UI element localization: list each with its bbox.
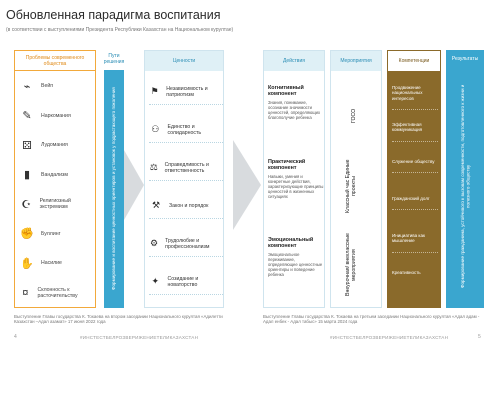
measure-item: Внеурочная/ внеклассные мероприятия <box>345 233 357 297</box>
value-item <box>149 117 223 143</box>
flag-icon: ⚑ <box>150 86 159 96</box>
problems-heading: Проблемы современного общества <box>15 51 95 71</box>
chevron-arrow-1 <box>124 150 144 220</box>
cognitive-component <box>268 85 324 120</box>
bullying-icon: ✊ <box>20 228 34 240</box>
problem-item <box>19 282 95 304</box>
page-number-left: 4 <box>14 334 17 340</box>
component-text: Знания, понимание, осознание значимости ценностей, определяющих благополучие ребенка <box>268 100 321 121</box>
problem-label: Склонность к расточительству <box>37 286 78 299</box>
page-title: Обновленная парадигма воспитания <box>6 8 221 22</box>
values-heading: Ценности <box>145 51 223 71</box>
values-panel <box>144 50 224 308</box>
chevron-arrow-2 <box>233 140 261 230</box>
wasteful-icon: ¤ <box>22 286 29 299</box>
ways-band-text: Формирование и воспитание ценностных ориентиров и установок у подрастающего поколения <box>111 87 117 291</box>
measures-panel <box>330 50 382 308</box>
problem-item <box>19 75 95 97</box>
measure-item: ГОСО <box>351 108 357 124</box>
value-item <box>149 79 223 105</box>
footer-note-right: Выступление Главы государства К. Токаева на третьем заседании Национального курултая «Адал адам - Адал енбек - Адал табыс» 15 марта 2024 года <box>263 314 480 325</box>
value-label: Трудолюбие и профессионализм <box>165 237 210 250</box>
problem-item <box>19 134 95 156</box>
value-item <box>149 231 223 257</box>
results-heading: Результаты <box>451 56 479 62</box>
component-text: Навыки, умения и конкретные действия, характеризующие принципы ценностей в жизненных ситуациях <box>268 174 324 200</box>
violence-icon: ✋ <box>20 257 34 270</box>
problem-label: Вандализм <box>41 171 68 178</box>
measures-heading: Мероприятия <box>331 51 381 71</box>
ways-heading: Пути решения <box>103 53 125 65</box>
results-band-text: Формирование гражданина, устойчивого к вызовам современности, подготовленного к жизни и полезного обществу <box>459 84 470 288</box>
competency-item: Служение обществу <box>392 159 438 173</box>
problem-label: Вейп <box>41 83 54 89</box>
dice-icon: ⚄ <box>22 139 32 152</box>
problem-label: Религиозный экстремизм <box>39 198 71 210</box>
footer-note-left: Выступление Главы государства К. Токаева на втором заседании Национального курултая «Адилетти Казахстан –Адал азамат» 17 июня 2022 года <box>14 314 223 325</box>
competency-item: Продвижение национальных интересов <box>392 85 438 110</box>
syringe-icon: ✎ <box>22 110 32 122</box>
page-subtitle: (в соответствии с выступлениями Президента Республики Казахстан на Национальном курултае) <box>6 27 234 33</box>
problem-item <box>19 252 95 274</box>
problem-label: Буллинг <box>41 230 61 237</box>
problem-item <box>19 193 95 215</box>
competency-item: Гражданский долг <box>392 196 438 210</box>
spray-icon: ▮ <box>23 169 31 181</box>
footer-site-left: #ИНСТЕСТБЕЛРОЗВЕРИЖЕНИЕТЕЛИКАЗАХСТАН <box>80 335 199 340</box>
measure-item: Классный час Единые проекты <box>345 159 357 213</box>
competencies-panel <box>387 50 441 308</box>
value-label: Справедливость и ответственность <box>164 161 209 174</box>
gavel-icon: ⚒ <box>151 200 161 210</box>
problem-label: Насилие <box>41 260 62 266</box>
problem-item <box>19 105 95 127</box>
value-label: Закон и порядок <box>169 202 209 209</box>
actions-panel <box>263 50 325 308</box>
value-label: Независимость и патриотизм <box>166 85 208 98</box>
page-number-right: 5 <box>478 334 481 340</box>
people-icon: ⚇ <box>151 124 160 134</box>
results-panel <box>446 50 484 308</box>
vape-icon: ⌁ <box>23 80 31 93</box>
value-item <box>149 155 223 181</box>
competency-item: Креативность <box>392 270 421 275</box>
practical-component <box>268 159 324 199</box>
competency-item: Эффективная коммуникация <box>392 122 438 142</box>
component-title: Эмоциональный компонент <box>268 237 314 250</box>
value-item <box>149 193 223 219</box>
emotional-component <box>268 237 324 277</box>
extremism-icon: ☪ <box>21 198 32 211</box>
balance-icon: ⚖ <box>149 162 158 172</box>
actions-heading: Действия <box>264 51 324 71</box>
footer-site-right: #ИНСТЕСТБЕЛРОЗВЕРИЖЕНИЕТЕЛИКАЗАХСТАН <box>330 335 449 340</box>
value-label: Единство и солидарность <box>167 123 202 136</box>
problem-label: Лудомания <box>41 142 68 148</box>
value-label: Созидание и новаторство <box>167 275 199 288</box>
problem-label: Наркомания <box>41 112 71 119</box>
component-title: Когнитивный компонент <box>268 85 304 98</box>
value-item <box>149 269 223 295</box>
bulb-icon: ✦ <box>151 276 160 286</box>
ways-band <box>104 70 124 308</box>
problems-panel <box>14 50 96 308</box>
competencies-heading: Компетенции <box>388 51 440 71</box>
competency-item: Инициатива как мышление <box>392 233 438 253</box>
component-title: Практический компонент <box>268 159 306 172</box>
problem-item <box>19 164 95 186</box>
component-text: Эмоциональное переживание, определяющее ценностные ориентиры и поведение ребенка <box>268 252 323 278</box>
tools-icon: ⚙ <box>150 238 159 248</box>
problem-item <box>19 223 95 245</box>
